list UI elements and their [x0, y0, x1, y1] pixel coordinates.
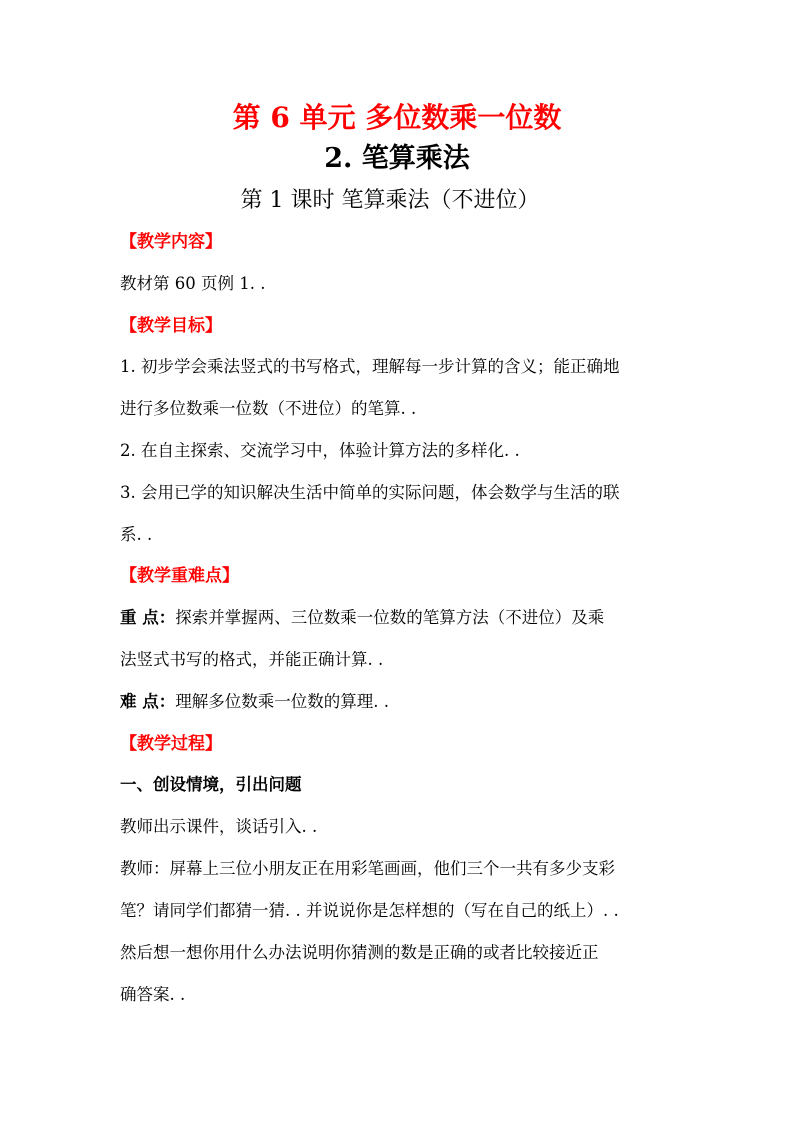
lesson-title: 第 1 课时 笔算乘法（不进位）	[240, 188, 540, 213]
teaching-content-heading: 【教学内容】	[120, 232, 222, 252]
objective-line: 3. 会用已学的知识解决生活中简单的实际问题，体会数学与生活的联	[120, 483, 620, 502]
section-title: 2. 笔算乘法	[324, 143, 470, 174]
teaching-objectives-heading: 【教学目标】	[120, 316, 222, 336]
unit-title: 第 6 单元 多位数乘一位数	[232, 101, 562, 134]
process-line: 教师：屏幕上三位小朋友正在用彩笔画画，他们三个一共有多少支彩	[120, 859, 615, 878]
key-point-continuation: 法竖式书写的格式，并能正确计算. .	[120, 650, 384, 669]
difficulty-point-line	[120, 690, 389, 714]
objective-line: 1. 初步学会乘法竖式的书写格式，理解每一步计算的含义；能正确地	[120, 357, 620, 376]
objective-line: 进行多位数乘一位数（不进位）的笔算. .	[120, 399, 417, 418]
objective-line: 2. 在自主探索、交流学习中，体验计算方法的多样化. .	[120, 441, 520, 460]
teaching-process-heading: 【教学过程】	[120, 734, 222, 754]
key-difficult-points-heading: 【教学重难点】	[120, 566, 239, 586]
step-one-title: 一、创设情境，引出问题	[120, 775, 302, 794]
difficulty-label: 难 点：	[120, 692, 176, 711]
process-line: 笔？请同学们都猜一猜. . 并说说你是怎样想的（写在自己的纸上）. .	[120, 901, 619, 920]
process-line: 教师出示课件，谈话引入. .	[120, 817, 318, 836]
key-point-label: 重 点：	[120, 608, 176, 627]
key-point-text: 探索并掌握两、三位数乘一位数的笔算方法（不进位）及乘	[175, 608, 605, 627]
process-line: 然后想一想你用什么办法说明你猜测的数是正确的或者比较接近正	[120, 943, 599, 962]
teaching-content-text: 教材第 60 页例 1. .	[120, 274, 266, 293]
process-line: 确答案. .	[120, 985, 186, 1004]
key-point-line	[120, 606, 604, 630]
difficulty-text: 理解多位数乘一位数的算理. .	[175, 692, 389, 711]
objective-line: 系. .	[120, 525, 153, 544]
